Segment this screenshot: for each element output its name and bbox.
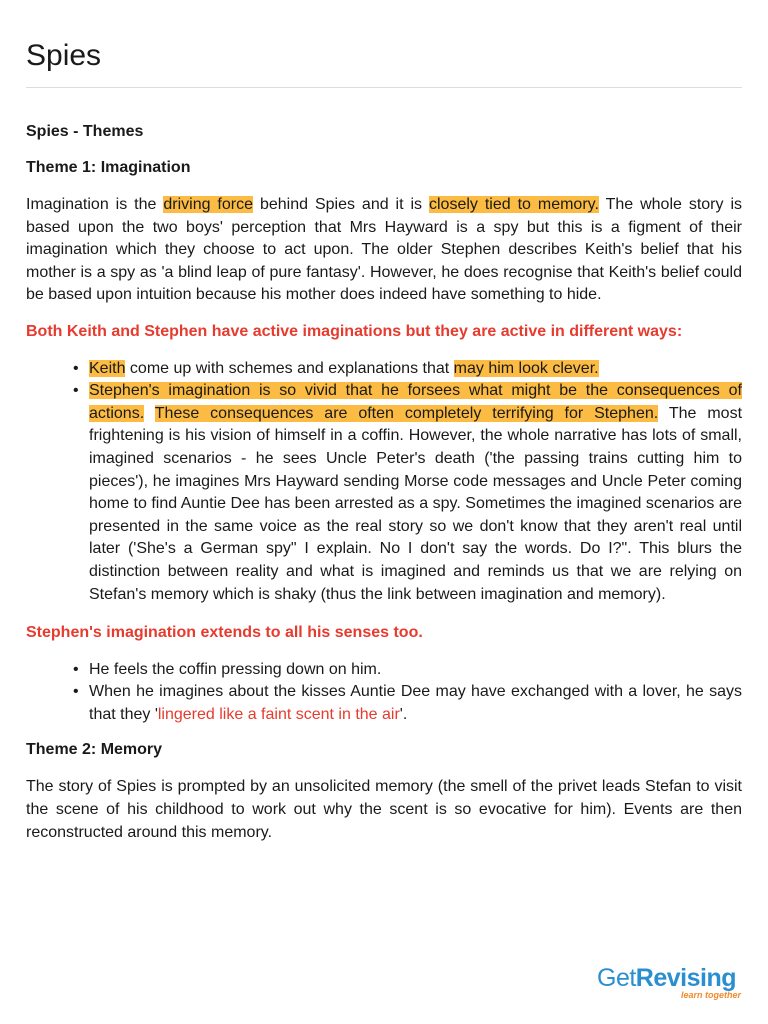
intro-text: behind Spies and it is	[253, 196, 429, 213]
highlight-tied-to-memory: closely tied to memory.	[429, 196, 599, 213]
theme1-subheading-imaginations: Both Keith and Stephen have active imaginations but they are active in different ways:	[26, 322, 683, 340]
bullet-text: When he imagines about the kisses Auntie Dee may have exchanged with a lover, he says that they '	[89, 683, 742, 723]
section-heading: Spies - Themes	[26, 123, 144, 140]
getrevising-logo	[597, 964, 743, 1004]
list-item	[73, 380, 743, 606]
document-page	[26, 0, 742, 844]
logo-wordmark	[597, 964, 743, 992]
highlight-keith: Keith	[89, 359, 126, 377]
bullet-icon: •	[73, 683, 79, 701]
title-divider	[26, 87, 742, 88]
theme1-intro-paragraph	[26, 194, 742, 307]
list-item	[73, 659, 742, 682]
theme1-heading: Theme 1: Imagination	[26, 159, 191, 176]
imagination-bullet-list	[26, 358, 742, 607]
list-item	[73, 681, 742, 726]
intro-text: Imagination is the	[26, 196, 164, 213]
bullet-icon: •	[73, 660, 79, 678]
highlight-terrifying: These consequences are often completely terrifying for Stephen.	[154, 404, 659, 422]
bullet-icon: •	[73, 382, 79, 400]
page-title: Spies	[26, 39, 102, 72]
bullet-text: The most frightening is his vision of himself in a coffin. However, the whole narrative has lots of small, imagined scenarios - he sees Uncle Peter's death ('the passing trains cutting him to pieces'), he imagines Mrs Hayward sending Morse code messages and Uncle Peter coming home to find Auntie Dee has been arrested as a spy. Sometimes the imagined scenarios are presented in the same voice as the real story so we don't know that they aren't real until later ('She's a German spy" I explain. No I don't say the words. Do I?". This blurs the distinction between reality and what is imagined and reminds us that we are relying on Stefan's memory which is shaky (thus the link between imagination and memory).	[89, 404, 743, 603]
logo-tagline: learn together	[680, 990, 741, 1000]
theme2-paragraph: The story of Spies is prompted by an unsolicited memory (the smell of the privet leads Stefan to visit the scene of his childhood to work out why the scent is so evocative for him). Events are then reconstructed around this memory.	[26, 778, 742, 841]
quote-faint-scent: lingered like a faint scent in the air	[157, 705, 400, 723]
senses-bullet-list	[26, 659, 742, 727]
highlight-vivid-imagination: Stephen's imagination is so vivid that he forsees what might be the consequences of actions.	[89, 382, 742, 422]
highlight-driving-force: driving force	[163, 196, 254, 213]
theme2-heading: Theme 2: Memory	[26, 741, 163, 759]
bullet-text: come up with schemes and explanations that	[125, 359, 454, 377]
list-item	[73, 358, 742, 381]
intro-text: The whole story is based upon the two boys' perception that Mrs Hayward is a spy but this is a figment of their imagination which they choose to act upon. The older Stephen describes Keith's belief that his mother is a spy as 'a blind leap of pure fantasy'. However, he does recognise that Keith's belief could be based upon intuition because his mother does indeed have something to hide.	[26, 196, 743, 304]
bullet-text	[144, 405, 155, 422]
bullet-icon: •	[73, 359, 79, 377]
theme1-subheading-senses: Stephen's imagination extends to all his senses too.	[26, 624, 423, 642]
highlight-look-clever: may him look clever.	[453, 359, 599, 377]
bullet-text: He feels the coffin pressing down on him.	[89, 660, 382, 678]
logo-revising: Revising	[635, 964, 736, 992]
bullet-text: '.	[399, 705, 408, 723]
logo-get: Get	[597, 964, 636, 992]
